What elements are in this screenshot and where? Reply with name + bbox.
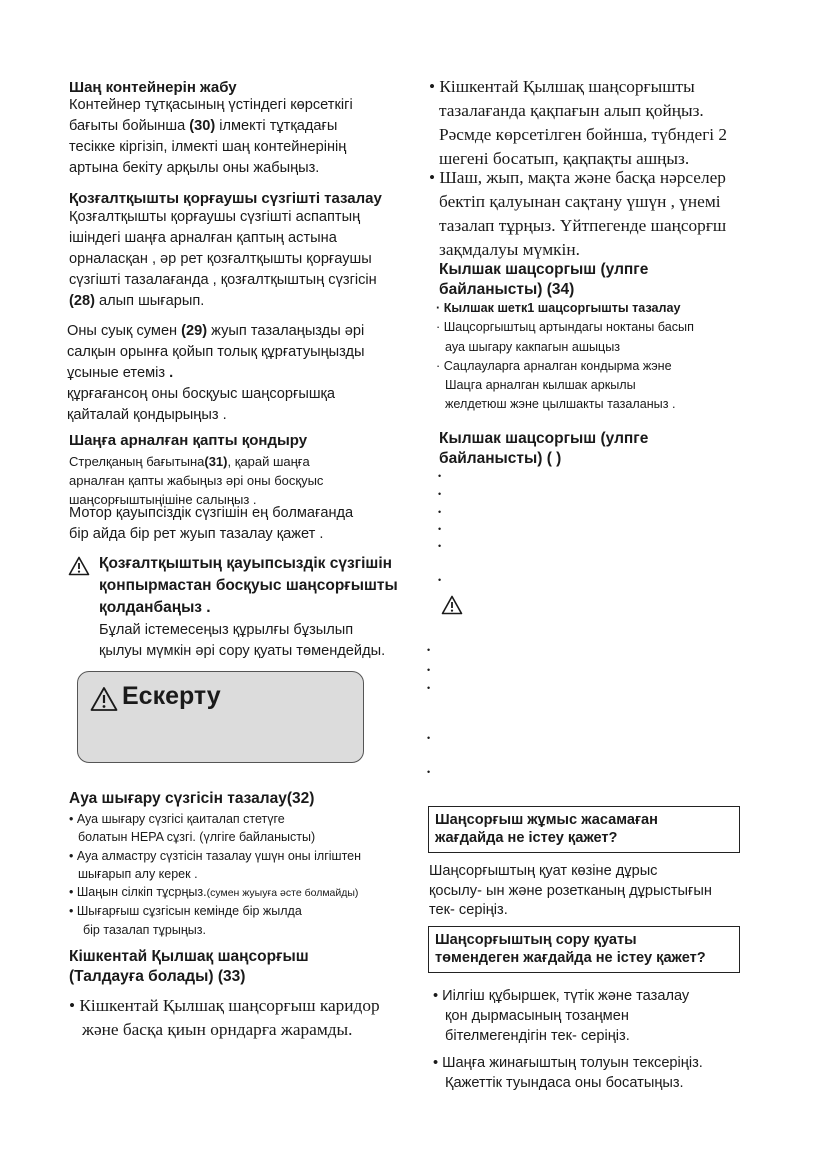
caution-triangle-icon [68, 556, 90, 576]
faq-box-not-working: Шаңсорғыш жұмыс жасамаған жағдайда не істеу қажет? [428, 806, 740, 853]
paragraph: Оны суық сумен (29) жуып тазалаңызды әрі салқын орынға қойып толық құрғатуыңызды ұсыные етеміз . құрғағансоң оны босқуыс шаңсорғышқа қайталай қондырыңыз . [67, 323, 365, 423]
section-title-brush-blank: Кылшак шацсоргыш (улпге байланысты) ( ) [439, 430, 649, 467]
bullet-dot: • [438, 489, 442, 499]
bullet-dot: • [438, 471, 442, 481]
paragraph: Контейнер тұтқасының үстіндегі көрсеткігі бағыты бойынша (30) ілмекті тұтқадағы тесікке кіргізіп, ілмекті шаң контейнерінің артына бекіту арқылы оны жабыңыз. [69, 97, 353, 176]
section-title-mini-brush: Кішкентай Қылшақ шаңсорғыш (Талдауға болады) (33) [69, 948, 309, 985]
bullet-dot: • [427, 665, 431, 675]
section-title-brush-34: Кылшак шацсоргыш (улпге байланысты) (34) [439, 261, 649, 298]
bullet-dot: • [427, 733, 431, 743]
bullet-dot: • [438, 541, 442, 551]
paragraph-serif: • Кішкентай Қылшақ шаңсорғыш каридор және басқа қиын орндарға жарамды. [69, 996, 380, 1039]
paragraph-serif: • Кішкентай Қылшақ шаңсорғышты тазалағанда қақпағын алып қойңыз. Рәсмде көрсетілген бойнша, түбндегі 2 шегені босатып, қақпақты ашңыз. [429, 77, 728, 168]
bullet-list: • Ауа шығару сүзгісі қаиталап стетүге болатын HEPA сұзгі. (үлгіге байланысты) • Ауа алмастру сүзтісін тазалау үшүн оны ілгіштен шығарып алу керек . • Шаңын сілкіп тұсрңыз.(сумен жуыуға әсте болмайды) • Шығарғыш сұзгісын кемінде бір жылда бір тазалап тұрыңыз. [69, 812, 362, 937]
section-title-dust-bag: Шаңға арналған қапты қондыру [69, 432, 308, 449]
section-title-close-container: Шаң контейнерін жабу [69, 79, 237, 96]
bullet-dot: • [438, 524, 442, 534]
caution-triangle-icon [441, 595, 463, 615]
warning-triangle-icon [90, 686, 118, 712]
paragraph: Стрелқаның бағытына(31), қарай шаңға арналған қапты жабыңыз әрі оны босқуыс шаңсорғыштыңішіне салыңыз . [69, 454, 324, 507]
bullet-dot: • [427, 767, 431, 777]
paragraph-serif: • Шаш, жып, мақта және басқа нәрселер бектіп қалуынан сақтану үшүн , үнемі тазалап тұрңыз. Үйтпегенде шаңсорғш зақмдалуы мүмкін. [429, 168, 727, 259]
bullet-dot: • [427, 645, 431, 655]
bullet-dot: • [438, 575, 442, 585]
paragraph: Қозғалтқышты қорғаушы сүзгішті аспаптың ішіндегі шаңға арналған қаптың астына орналасқан , әр рет қозғалтқышты қорғаушы сүзгішті тазалағанда , қозғалтқыштың сүзгісін (28) алып шығарып. [69, 209, 377, 309]
paragraph: Мотор қауыпсіздік сүзгішін ең болмағанда бір айда бір рет жуып тазалау қажет . [69, 505, 354, 542]
warning-box [77, 671, 364, 763]
bullet-list: · Кылшак шетк1 шацсоргышты тазалау · Шацсоргыштыц артындагы ноктаны басып ауа шыгару какпагын ашыцыз · Сацлауларга арналган кондырма жэне Шацга арналган кылшак аркылы желдетюш жэне цылшакты тазаланыз . [436, 301, 694, 412]
warning-label: Ескерту [122, 682, 221, 710]
section-title-exhaust-filter: Ауа шығару сүзгісін тазалау(32) [69, 790, 315, 807]
caution-title: Қозғалтқыштың қауыпсыздік сүзгішін қонпырмастан босқуыс шаңсорғышты қолданбаңыз . [99, 555, 398, 616]
bullet-dot: • [438, 507, 442, 517]
bullet-list: • Иілгіш құбыршек, түтік және тазалау қон дырмасының тозаңмен бітелмегендігін тек- серіңіз. • Шаңға жинағыштың толуын тексеріңіз. Қажеттік туындаса оны босатыңыз. [433, 988, 703, 1091]
caution-body: Бұлай істемесеңыз құрылғы бұзылып қылуы мүмкін әрі сору қуаты төмендейды. [99, 622, 386, 659]
faq-box-low-suction: Шаңсорғыштың сору қуаты төмендеген жағдайда не істеу қажет? [428, 926, 740, 973]
bullet-dot: • [427, 683, 431, 693]
section-title-motor-filter: Қозғалтқышты қорғаушы сүзгішті тазалау [69, 190, 382, 207]
paragraph: Шаңсорғыштың қуат көзіне дұрыс қосылу- ын және розетканың дұрыстығын тек- серіңіз. [429, 863, 712, 918]
